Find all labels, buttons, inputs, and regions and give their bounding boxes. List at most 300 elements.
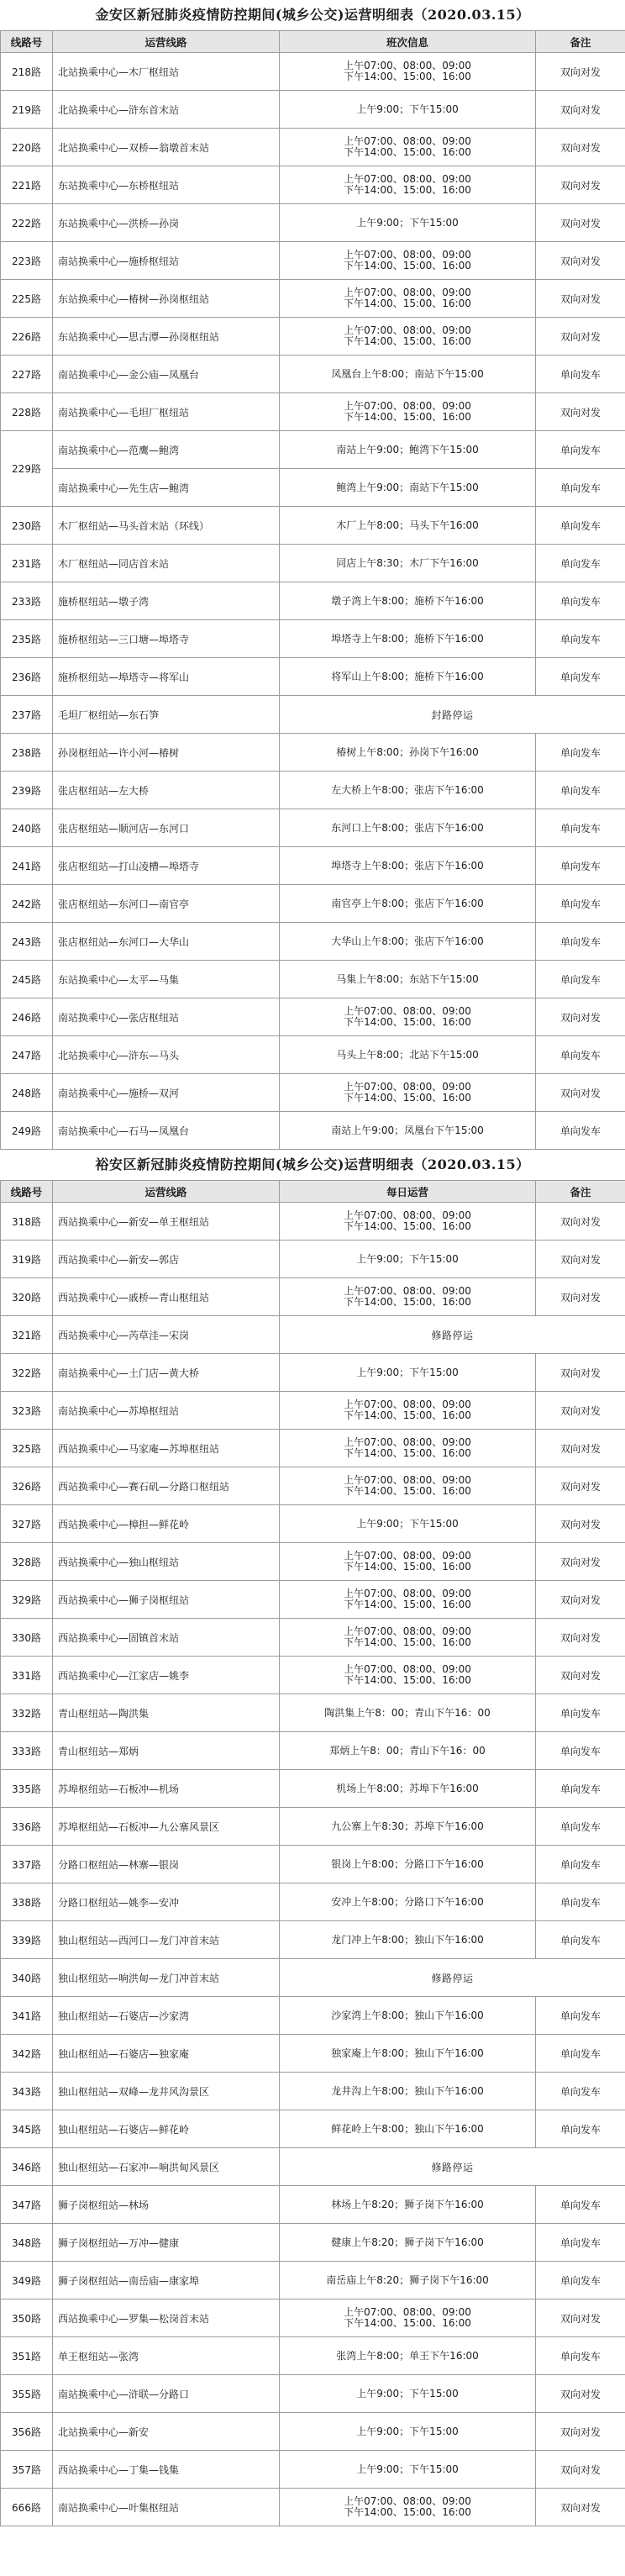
- route-remark: 单向发车: [536, 2110, 625, 2148]
- route-name: 南站换乘中心—先生店—鲍湾: [53, 469, 280, 507]
- table-row: [1, 1505, 625, 1543]
- route-number: 245路: [1, 961, 53, 998]
- table-row: [1, 469, 625, 507]
- schedule-info: [280, 91, 536, 129]
- route-name: 西站换乘中心—芮草洼—宋岗: [53, 1316, 280, 1354]
- schedule-line: 上午07:00、08:00、09:00: [344, 400, 471, 412]
- route-remark: 双向对发: [536, 2375, 625, 2413]
- table-row: [1, 1619, 625, 1657]
- route-name: 独山枢纽站—响洪甸—龙门冲首末站: [53, 1959, 280, 1997]
- route-name: 东站换乘中心—东桥枢纽站: [53, 166, 280, 204]
- schedule-line: 南站上午9:00；凤凰台下午15:00: [331, 1124, 484, 1136]
- schedule-line: 上午9:00；下午15:00: [356, 216, 459, 229]
- schedule-info: [280, 2489, 536, 2526]
- table-row: [1, 318, 625, 356]
- route-remark: 单向发车: [536, 734, 625, 772]
- route-remark: 双向对发: [536, 280, 625, 318]
- table-row: [1, 1278, 625, 1316]
- schedule-line: 下午14:00、15:00、16:00: [344, 298, 471, 309]
- schedule-info: [280, 469, 536, 507]
- route-number: 233路: [1, 582, 53, 620]
- route-number: 348路: [1, 2224, 53, 2262]
- schedule-info: [280, 53, 536, 91]
- table-row: [1, 1770, 625, 1808]
- schedule-line: 鲍湾上午9:00；南站下午15:00: [336, 481, 479, 493]
- route-name: 张店枢纽站—东河口—大华山: [53, 923, 280, 961]
- route-name: 独山枢纽站—西河口—龙门冲首末站: [53, 1921, 280, 1959]
- column-header: 运营线路: [53, 31, 280, 53]
- route-number: 335路: [1, 1770, 53, 1808]
- schedule-line: 上午07:00、08:00、09:00: [344, 1436, 471, 1448]
- route-name: 南站换乘中心—范鹰—鲍湾: [53, 431, 280, 469]
- schedule-line: 下午14:00、15:00、16:00: [344, 1409, 471, 1421]
- route-name: 单王枢纽站—张湾: [53, 2337, 280, 2375]
- route-number: 351路: [1, 2337, 53, 2375]
- column-header: 备注: [536, 31, 625, 53]
- schedule-line: 南官亭上午8:00；张店下午16:00: [331, 897, 484, 909]
- suspension-notice: 修路停运: [280, 1316, 625, 1354]
- schedule-info: [280, 1770, 536, 1808]
- route-remark: 双向对发: [536, 1505, 625, 1543]
- schedule-info: [280, 1846, 536, 1883]
- route-name: 狮子岗枢纽站—南岳庙—康家埠: [53, 2262, 280, 2299]
- schedule-info: [280, 280, 536, 318]
- schedule-line: 木厂上午8:00；马头下午16:00: [336, 519, 479, 531]
- route-number: 666路: [1, 2489, 53, 2526]
- schedule-line: 埠塔寺上午8:00；张店下午16:00: [331, 859, 484, 872]
- route-remark: 双向对发: [536, 1392, 625, 1430]
- route-number: 326路: [1, 1467, 53, 1505]
- schedule-info: [280, 2375, 536, 2413]
- schedule-line: 安冲上午8:00；分路口下午16:00: [331, 1895, 484, 1908]
- table-row: [1, 129, 625, 166]
- schedule-info: [280, 1581, 536, 1619]
- schedule-line: 上午9:00；下午15:00: [356, 2387, 459, 2400]
- route-remark: 双向对发: [536, 2413, 625, 2451]
- schedule-info: [280, 1278, 536, 1316]
- table-row: [1, 2035, 625, 2073]
- schedule-line: 健康上午8:20；狮子岗下午16:00: [331, 2236, 484, 2248]
- schedule-line: 凤凰台上午8:00；南站下午15:00: [331, 367, 484, 380]
- route-remark: 单向发车: [536, 1770, 625, 1808]
- schedule-line: 下午14:00、15:00、16:00: [344, 1447, 471, 1459]
- route-name: 苏埠枢纽站—石板冲—机场: [53, 1770, 280, 1808]
- route-name: 南站换乘中心—毛坦厂枢纽站: [53, 393, 280, 431]
- suspension-notice: 封路停运: [280, 696, 625, 734]
- route-remark: 单向发车: [536, 1808, 625, 1846]
- schedule-line: 上午07:00、08:00、09:00: [344, 1005, 471, 1017]
- table-row: [1, 166, 625, 204]
- suspension-notice: 修路停运: [280, 2148, 625, 2186]
- schedule-info: [280, 809, 536, 847]
- route-name: 西站换乘中心—罗集—松岗首末站: [53, 2299, 280, 2337]
- table-row: [1, 1581, 625, 1619]
- route-name: 西站换乘中心—狮子岗枢纽站: [53, 1581, 280, 1619]
- route-number: 231路: [1, 545, 53, 582]
- route-remark: 单向发车: [536, 356, 625, 393]
- schedule-line: 上午07:00、08:00、09:00: [344, 2495, 471, 2507]
- table-row: [1, 2375, 625, 2413]
- route-number: 333路: [1, 1732, 53, 1770]
- table-row: [1, 923, 625, 961]
- table-row: [1, 1846, 625, 1883]
- route-remark: 双向对发: [536, 2451, 625, 2489]
- table-row: [1, 1074, 625, 1112]
- route-remark: 双向对发: [536, 998, 625, 1036]
- schedule-info: [280, 2413, 536, 2451]
- schedule-line: 下午14:00、15:00、16:00: [344, 1674, 471, 1686]
- route-number: 349路: [1, 2262, 53, 2299]
- route-number: 356路: [1, 2413, 53, 2451]
- schedule-info: [280, 1241, 536, 1278]
- route-number: 328路: [1, 1543, 53, 1581]
- column-header: 线路号: [1, 31, 53, 53]
- route-name: 南站换乘中心—浒联—分路口: [53, 2375, 280, 2413]
- route-name: 南站换乘中心—金公庙—凤凰台: [53, 356, 280, 393]
- route-remark: 单向发车: [536, 507, 625, 545]
- table-row: [1, 998, 625, 1036]
- route-name: 西站换乘中心—独山枢纽站: [53, 1543, 280, 1581]
- schedule-info: [280, 2073, 536, 2110]
- route-number: 225路: [1, 280, 53, 318]
- route-remark: 单向发车: [536, 545, 625, 582]
- schedule-info: [280, 507, 536, 545]
- schedule-line: 墩子湾上午8:00；施桥下午16:00: [331, 594, 484, 607]
- schedule-line: 上午9:00；下午15:00: [356, 1366, 459, 1378]
- route-number: 228路: [1, 393, 53, 431]
- route-remark: 双向对发: [536, 393, 625, 431]
- route-name: 独山枢纽站—石婆店—鲜花岭: [53, 2110, 280, 2148]
- route-remark: 单向发车: [536, 2035, 625, 2073]
- route-name: 毛坦厂枢纽站—东石笋: [53, 696, 280, 734]
- schedule-info: [280, 772, 536, 809]
- route-remark: 双向对发: [536, 1278, 625, 1316]
- schedule-info: [280, 545, 536, 582]
- table-row: [1, 2262, 625, 2299]
- route-remark: 单向发车: [536, 2262, 625, 2299]
- schedule-line: 上午07:00、08:00、09:00: [344, 60, 471, 71]
- route-name: 西站换乘中心—丁集—钱集: [53, 2451, 280, 2489]
- column-header: 备注: [536, 1181, 625, 1203]
- schedule-table: [0, 30, 625, 1150]
- schedule-info: [280, 1430, 536, 1467]
- table-row: [1, 961, 625, 998]
- route-remark: 双向对发: [536, 1619, 625, 1657]
- route-remark: 单向发车: [536, 809, 625, 847]
- table-row: [1, 1241, 625, 1278]
- route-number: 222路: [1, 204, 53, 242]
- table-row: [1, 847, 625, 885]
- route-number: 237路: [1, 696, 53, 734]
- table-row: [1, 1036, 625, 1074]
- schedule-info: [280, 318, 536, 356]
- schedule-line: 上午9:00；下午15:00: [356, 2425, 459, 2437]
- route-remark: 单向发车: [536, 1732, 625, 1770]
- schedule-line: 上午07:00、08:00、09:00: [344, 173, 471, 185]
- table-row: [1, 1883, 625, 1921]
- table-row: [1, 809, 625, 847]
- route-name: 独山枢纽站—双峰—龙井风沟景区: [53, 2073, 280, 2110]
- schedule-info: [280, 1467, 536, 1505]
- schedule-info: [280, 356, 536, 393]
- route-number: 239路: [1, 772, 53, 809]
- schedule-info: [280, 1505, 536, 1543]
- route-number: 220路: [1, 129, 53, 166]
- route-number: 218路: [1, 53, 53, 91]
- route-number: 241路: [1, 847, 53, 885]
- route-remark: 双向对发: [536, 1657, 625, 1694]
- route-name: 狮子岗枢纽站—林场: [53, 2186, 280, 2224]
- route-name: 张店枢纽站—左大桥: [53, 772, 280, 809]
- route-number: 219路: [1, 91, 53, 129]
- route-number: 355路: [1, 2375, 53, 2413]
- route-number: 336路: [1, 1808, 53, 1846]
- schedule-info: [280, 582, 536, 620]
- schedule-line: 沙家湾上午8:00；独山下午16:00: [331, 2009, 484, 2021]
- route-remark: 双向对发: [536, 1430, 625, 1467]
- route-name: 北站换乘中心—双桥—翁墩首末站: [53, 129, 280, 166]
- schedule-line: 张湾上午8:00；单王下午16:00: [336, 2349, 479, 2362]
- route-name: 西站换乘中心—江家店—姚李: [53, 1657, 280, 1694]
- table-row: [1, 1997, 625, 2035]
- route-number: 236路: [1, 658, 53, 696]
- schedule-line: 东河口上午8:00；张店下午16:00: [331, 821, 484, 834]
- route-remark: 单向发车: [536, 658, 625, 696]
- route-number: 226路: [1, 318, 53, 356]
- table-row: [1, 2451, 625, 2489]
- route-remark: 单向发车: [536, 772, 625, 809]
- route-name: 分路口枢纽站—林寨—银岗: [53, 1846, 280, 1883]
- table-row: [1, 885, 625, 923]
- route-name: 施桥枢纽站—墩子湾: [53, 582, 280, 620]
- route-name: 独山枢纽站—石婆店—独家庵: [53, 2035, 280, 2073]
- table-row: [1, 2186, 625, 2224]
- schedule-line: 上午9:00；下午15:00: [356, 1517, 459, 1530]
- route-number: 223路: [1, 242, 53, 280]
- schedule-info: [280, 1883, 536, 1921]
- route-number: 346路: [1, 2148, 53, 2186]
- schedule-info: [280, 923, 536, 961]
- route-number: 321路: [1, 1316, 53, 1354]
- table-row: [1, 2337, 625, 2375]
- schedule-line: 九公寨上午8:30；苏埠下午16:00: [331, 1820, 484, 1832]
- route-name: 青山枢纽站—陶洪集: [53, 1694, 280, 1732]
- table-row: [1, 2073, 625, 2110]
- schedule-info: [280, 431, 536, 469]
- schedule-line: 上午07:00、08:00、09:00: [344, 1209, 471, 1221]
- route-name: 南站换乘中心—叶集枢纽站: [53, 2489, 280, 2526]
- schedule-line: 椿树上午8:00；孙岗下午16:00: [336, 745, 479, 758]
- route-number: 246路: [1, 998, 53, 1036]
- route-number: 327路: [1, 1505, 53, 1543]
- route-number: 247路: [1, 1036, 53, 1074]
- schedule-line: 上午07:00、08:00、09:00: [344, 324, 471, 336]
- route-name: 施桥枢纽站—埠塔寺—将军山: [53, 658, 280, 696]
- schedule-line: 独家庵上午8:00；独山下午16:00: [331, 2047, 484, 2059]
- schedule-line: 下午14:00、15:00、16:00: [344, 184, 471, 196]
- table-row: [1, 1203, 625, 1241]
- table-row: [1, 1112, 625, 1150]
- route-remark: 单向发车: [536, 847, 625, 885]
- schedule-line: 上午07:00、08:00、09:00: [344, 1625, 471, 1637]
- schedule-line: 下午14:00、15:00、16:00: [344, 1599, 471, 1610]
- route-remark: 双向对发: [536, 53, 625, 91]
- schedule-info: [280, 2186, 536, 2224]
- schedule-line: 郑炳上午8：00；青山下午16：00: [329, 1744, 486, 1757]
- schedule-line: 银岗上午8:00；分路口下午16:00: [331, 1857, 484, 1870]
- route-remark: 单向发车: [536, 961, 625, 998]
- schedule-table: [0, 1180, 625, 2526]
- schedule-info: [280, 1074, 536, 1112]
- route-remark: 双向对发: [536, 166, 625, 204]
- schedule-line: 将军山上午8:00；施桥下午16:00: [331, 670, 484, 682]
- route-name: 西站换乘中心—樟担—鲜花岭: [53, 1505, 280, 1543]
- route-remark: 单向发车: [536, 885, 625, 923]
- route-remark: 双向对发: [536, 1203, 625, 1241]
- schedule-line: 下午14:00、15:00、16:00: [344, 2317, 471, 2329]
- table-row: [1, 2148, 625, 2186]
- route-name: 南站换乘中心—苏埠枢纽站: [53, 1392, 280, 1430]
- route-number: 221路: [1, 166, 53, 204]
- schedule-info: [280, 847, 536, 885]
- route-number: 343路: [1, 2073, 53, 2110]
- schedule-info: [280, 734, 536, 772]
- schedule-info: [280, 1732, 536, 1770]
- schedule-info: [280, 620, 536, 658]
- schedule-line: 上午07:00、08:00、09:00: [344, 1550, 471, 1562]
- route-remark: 双向对发: [536, 242, 625, 280]
- route-name: 南站换乘中心—施桥—双河: [53, 1074, 280, 1112]
- route-name: 张店枢纽站—顺河店—东河口: [53, 809, 280, 847]
- schedule-line: 龙井沟上午8:00；独山下午16:00: [331, 2084, 484, 2097]
- route-name: 狮子岗枢纽站—万冲—健康: [53, 2224, 280, 2262]
- schedule-line: 陶洪集上午8：00；青山下午16：00: [324, 1706, 491, 1719]
- route-number: 318路: [1, 1203, 53, 1241]
- schedule-line: 林场上午8:20；狮子岗下午16:00: [331, 2198, 484, 2210]
- route-name: 北站换乘中心—浒东首末站: [53, 91, 280, 129]
- route-number: 332路: [1, 1694, 53, 1732]
- route-name: 西站换乘中心—戚桥—青山枢纽站: [53, 1278, 280, 1316]
- schedule-line: 南站上午9:00；鲍湾下午15:00: [336, 443, 479, 456]
- schedule-line: 上午07:00、08:00、09:00: [344, 135, 471, 147]
- schedule-line: 左大桥上午8:00；张店下午16:00: [331, 783, 484, 796]
- route-remark: 单向发车: [536, 923, 625, 961]
- route-remark: 双向对发: [536, 204, 625, 242]
- table-row: [1, 2489, 625, 2526]
- table-row: [1, 1467, 625, 1505]
- table-row: [1, 1657, 625, 1694]
- schedule-info: [280, 1657, 536, 1694]
- schedule-line: 下午14:00、15:00、16:00: [344, 1485, 471, 1497]
- route-remark: 单向发车: [536, 620, 625, 658]
- route-remark: 单向发车: [536, 1112, 625, 1150]
- route-number: 325路: [1, 1430, 53, 1467]
- schedule-line: 大华山上午8:00；张店下午16:00: [331, 935, 484, 947]
- schedule-info: [280, 129, 536, 166]
- route-number: 329路: [1, 1581, 53, 1619]
- table-row: [1, 2110, 625, 2148]
- route-number: 357路: [1, 2451, 53, 2489]
- route-name: 北站换乘中心—新安: [53, 2413, 280, 2451]
- schedule-line: 下午14:00、15:00、16:00: [344, 1016, 471, 1028]
- route-remark: 双向对发: [536, 1467, 625, 1505]
- route-name: 南站换乘中心—土门店—黄大桥: [53, 1354, 280, 1392]
- route-number: 338路: [1, 1883, 53, 1921]
- table-row: [1, 1316, 625, 1354]
- schedule-info: [280, 2337, 536, 2375]
- schedule-info: [280, 2110, 536, 2148]
- route-remark: 双向对发: [536, 1354, 625, 1392]
- column-header: 班次信息: [280, 31, 536, 53]
- schedule-line: 下午14:00、15:00、16:00: [344, 1561, 471, 1572]
- route-name: 西站换乘中心—新安—郭店: [53, 1241, 280, 1278]
- schedule-line: 上午07:00、08:00、09:00: [344, 1081, 471, 1093]
- schedule-info: [280, 204, 536, 242]
- route-number: 330路: [1, 1619, 53, 1657]
- table-header-row: [1, 31, 625, 53]
- schedule-info: [280, 393, 536, 431]
- schedule-info: [280, 1112, 536, 1150]
- schedule-line: 下午14:00、15:00、16:00: [344, 411, 471, 423]
- route-number: 235路: [1, 620, 53, 658]
- schedule-line: 上午07:00、08:00、09:00: [344, 249, 471, 261]
- route-name: 西站换乘中心—固镇首末站: [53, 1619, 280, 1657]
- route-number: 340路: [1, 1959, 53, 1997]
- schedule-info: [280, 961, 536, 998]
- table-row: [1, 1392, 625, 1430]
- table-row: [1, 393, 625, 431]
- route-remark: 单向发车: [536, 582, 625, 620]
- route-name: 北站换乘中心—浒东—马头: [53, 1036, 280, 1074]
- route-name: 张店枢纽站—打山凌槽—埠塔寺: [53, 847, 280, 885]
- route-name: 西站换乘中心—新安—单王枢纽站: [53, 1203, 280, 1241]
- schedule-info: [280, 1997, 536, 2035]
- schedule-info: [280, 885, 536, 923]
- route-remark: 双向对发: [536, 1543, 625, 1581]
- schedule-line: 上午07:00、08:00、09:00: [344, 287, 471, 298]
- route-number: 242路: [1, 885, 53, 923]
- table-row: [1, 1921, 625, 1959]
- schedule-line: 下午14:00、15:00、16:00: [344, 260, 471, 271]
- table-row: [1, 2299, 625, 2337]
- table-header-row: [1, 1181, 625, 1203]
- route-name: 木厂枢纽站—同店首末站: [53, 545, 280, 582]
- route-remark: 双向对发: [536, 2299, 625, 2337]
- schedule-line: 上午07:00、08:00、09:00: [344, 1588, 471, 1599]
- route-remark: 单向发车: [536, 2073, 625, 2110]
- schedule-line: 下午14:00、15:00、16:00: [344, 335, 471, 347]
- route-number: 322路: [1, 1354, 53, 1392]
- route-number: 248路: [1, 1074, 53, 1112]
- table-title: 裕安区新冠肺炎疫情防控期间(城乡公交)运营明细表（2020.03.15）: [95, 1156, 530, 1172]
- table-row: [1, 1354, 625, 1392]
- route-name: 南站换乘中心—石马—凤凰台: [53, 1112, 280, 1150]
- table-row: [1, 620, 625, 658]
- route-remark: 单向发车: [536, 1846, 625, 1883]
- route-name: 东站换乘中心—太平—马集: [53, 961, 280, 998]
- route-name: 张店枢纽站—东河口—南官亭: [53, 885, 280, 923]
- schedule-line: 下午14:00、15:00、16:00: [344, 1636, 471, 1648]
- schedule-line: 马头上午8:00；北站下午15:00: [336, 1048, 479, 1061]
- table-row: [1, 242, 625, 280]
- table-row: [1, 2224, 625, 2262]
- route-name: 东站换乘中心—椿树—孙岗枢纽站: [53, 280, 280, 318]
- route-number: 227路: [1, 356, 53, 393]
- route-remark: 单向发车: [536, 2224, 625, 2262]
- schedule-line: 下午14:00、15:00、16:00: [344, 2506, 471, 2518]
- table-row: [1, 545, 625, 582]
- schedule-line: 马集上午8:00；东站下午15:00: [336, 972, 479, 985]
